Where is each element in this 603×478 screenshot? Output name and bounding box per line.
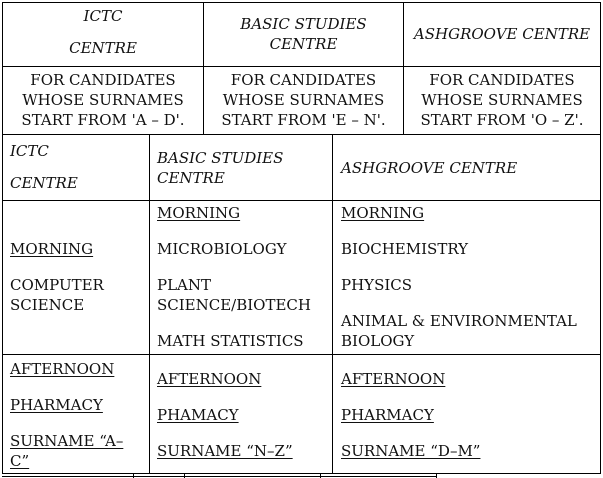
header-ictc-line1: ICTC [10,142,49,160]
subject-line2: SCIENCE [10,296,85,314]
ictc-afternoon-subject: PHARMACY [10,396,103,414]
ashgroove-afternoon-surname: SURNAME “D–M” [341,442,481,460]
table2-border-left [2,134,3,474]
header-ictc-line2: CENTRE [10,174,78,192]
header-basic-line2: CENTRE [269,35,338,53]
basic-morning-subject-microbiology: MICROBIOLOGY [157,240,287,258]
basic-afternoon-title: AFTERNOON [157,370,262,388]
table2-border-header-bottom [2,200,601,201]
header-ashgroove-line1: ASHGROOVE CENTRE [341,159,518,177]
basic-afternoon-surname: SURNAME “N–Z” [157,442,293,460]
header-ictc-line1: ICTC [83,7,123,25]
ictc-morning-title: MORNING [10,240,94,258]
table2-divider-1 [149,134,150,474]
table1-border-bottom [2,134,601,135]
table2-header-basic-studies [157,148,283,188]
subject-line1: ANIMAL & ENVIRONMENTAL [341,312,577,330]
table1-border-mid [2,66,601,67]
basic-morning-subject-math-statistics: MATH STATISTICS [157,332,304,350]
header-ashgroove-line1: ASHGROOVE CENTRE [413,25,591,43]
table1-header-ashgroove [404,24,600,44]
table3-stub-top [2,476,436,477]
header-basic-line2: CENTRE [157,169,225,187]
table1-border-right [600,2,601,135]
ashgroove-morning-subject-biochemistry: BIOCHEMISTRY [341,240,469,258]
subject-line2: BIOLOGY [341,332,415,350]
table2-divider-2 [332,134,333,474]
header-basic-line1: BASIC STUDIES [240,15,367,33]
allocation-line2: WHOSE SURNAMES [222,91,385,109]
allocation-line1: FOR CANDIDATES [30,71,176,89]
subject-line1: COMPUTER [10,276,104,294]
table1-border-top [2,2,601,3]
table2-border-right [600,134,601,474]
subject-line2: SCIENCE/BIOTECH [157,296,311,314]
table1-allocation-ictc [3,70,203,130]
table2-border-morning-bottom [2,354,601,355]
table1-header-basic-studies [204,14,403,54]
table3-stub-divider-1 [133,474,134,478]
table1-allocation-ashgroove [404,70,600,130]
subject-line1: PLANT [157,276,212,294]
table3-stub-divider-4 [436,474,437,478]
table1-header-ictc [3,6,203,58]
table2-header-ictc [10,141,78,193]
surname-line1: SURNAME “A– [10,432,124,450]
table3-stub-divider-2 [184,474,185,478]
ashgroove-afternoon-subject: PHARMACY [341,406,434,424]
ashgroove-morning-title: MORNING [341,204,425,222]
allocation-line3: START FROM 'A – D'. [21,111,185,129]
table1-allocation-basic-studies [204,70,403,130]
allocation-line3: START FROM 'O – Z'. [420,111,584,129]
surname-line2: C” [10,452,30,470]
allocation-line1: FOR CANDIDATES [230,71,377,89]
ictc-morning-subject [10,275,104,315]
basic-afternoon-subject: PHAMACY [157,406,239,424]
table2-header-ashgroove [341,158,517,178]
allocation-line1: FOR CANDIDATES [429,71,575,89]
header-ictc-line2: CENTRE [69,39,137,57]
header-basic-line1: BASIC STUDIES [157,149,284,167]
table3-stub-divider-3 [320,474,321,478]
table2-border-bottom [2,473,601,474]
ashgroove-afternoon-title: AFTERNOON [341,370,446,388]
basic-morning-subject-plant-science [157,275,311,315]
ashgroove-morning-subject-physics: PHYSICS [341,276,413,294]
basic-morning-title: MORNING [157,204,241,222]
allocation-line3: START FROM 'E – N'. [221,111,386,129]
ictc-afternoon-surname [10,431,123,471]
allocation-line2: WHOSE SURNAMES [421,91,583,109]
allocation-line2: WHOSE SURNAMES [22,91,184,109]
ictc-afternoon-title: AFTERNOON [10,360,115,378]
ashgroove-morning-subject-animal-env-biology [341,311,577,351]
